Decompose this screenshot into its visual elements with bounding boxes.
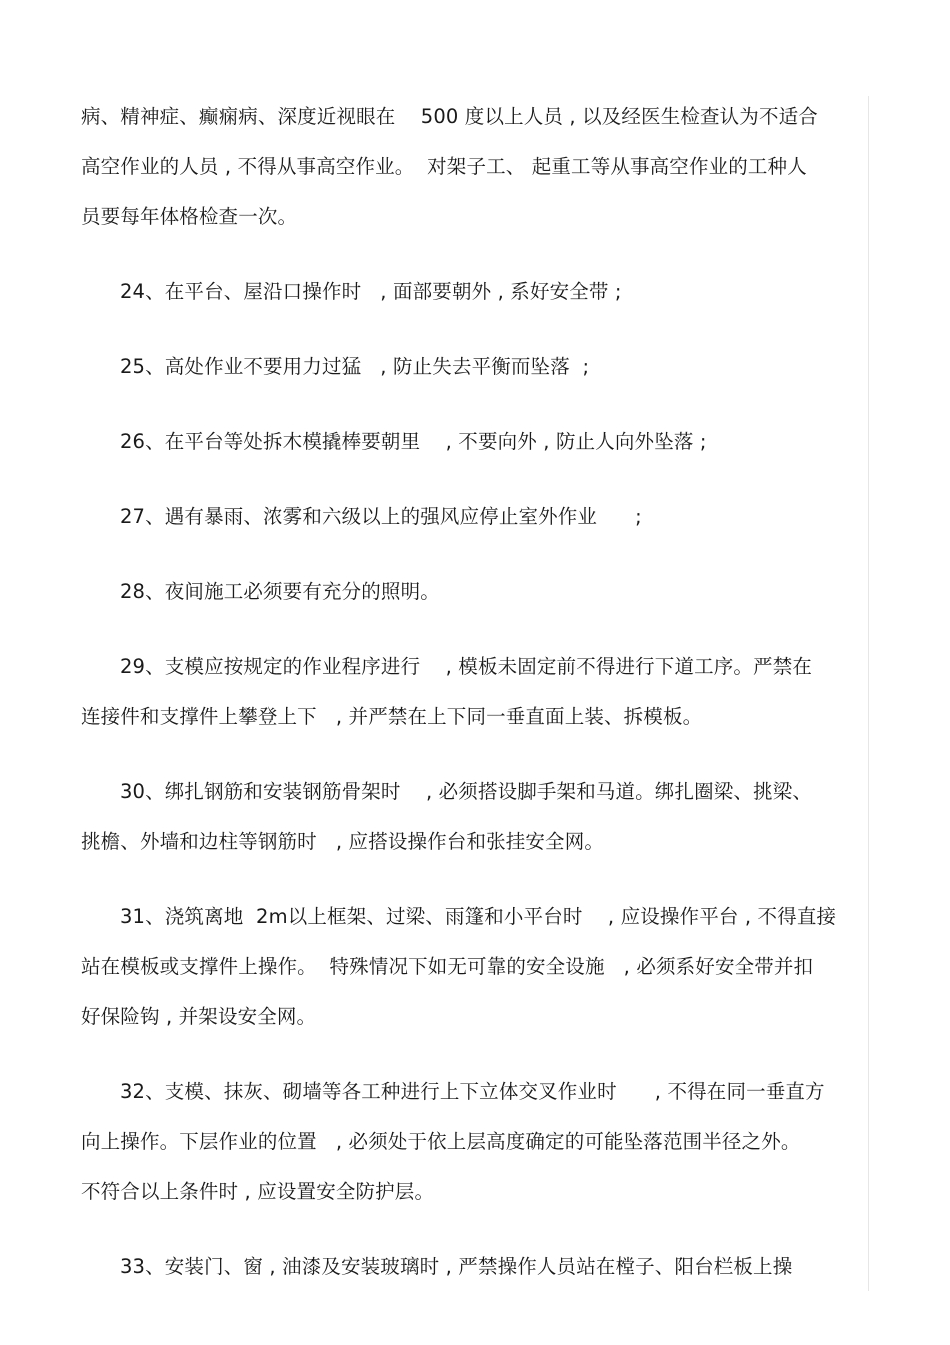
text-line: 员要每年体格检查一次。: [81, 205, 298, 228]
text-line: 不符合以上条件时 , 应设置安全防护层。: [81, 1180, 435, 1203]
text-line: 高空作业的人员 , 不得从事高空作业。 对架子工、 起重工等从事高空作业的工种人: [81, 155, 807, 178]
text-line: 33、安装门、窗 , 油漆及安装玻璃时 , 严禁操作人员站在樘子、阳台栏板上操: [120, 1255, 793, 1278]
text-line: 站在模板或支撑件上操作。 特殊情况下如无可靠的安全设施 , 必须系好安全带并扣: [81, 955, 814, 978]
text-line: 25、高处作业不要用力过猛 , 防止失去平衡而坠落 ;: [120, 355, 590, 378]
text-line: 向上操作。下层作业的位置 , 必须处于依上层高度确定的可能坠落范围半径之外。: [81, 1130, 801, 1153]
text-line: 28、夜间施工必须要有充分的照明。: [120, 580, 440, 603]
text-line: 连接件和支撑件上攀登上下 , 并严禁在上下同一垂直面上装、拆模板。: [81, 705, 703, 728]
text-line: 好保险钩 , 并架设安全网。: [81, 1005, 317, 1028]
text-line: 30、绑扎钢筋和安装钢筋骨架时 , 必须搭设脚手架和马道。绑扎圈梁、挑梁、: [120, 780, 813, 803]
text-line: 26、在平台等处拆木模撬棒要朝里 , 不要向外 , 防止人向外坠落 ;: [120, 430, 707, 453]
text-line: 24、在平台、屋沿口操作时 , 面部要朝外 , 系好安全带 ;: [120, 280, 622, 303]
text-line: 29、支模应按规定的作业程序进行 , 模板未固定前不得进行下道工序。严禁在: [120, 655, 813, 678]
text-line: 挑檐、外墙和边柱等钢筋时 , 应搭设操作台和张挂安全网。: [81, 830, 604, 853]
text-line: 27、遇有暴雨、浓雾和六级以上的强风应停止室外作业 ;: [120, 505, 642, 528]
text-line: 31、浇筑离地 2m以上框架、过梁、雨篷和小平台时 , 应设操作平台 , 不得直接: [120, 905, 837, 928]
text-line: 32、支模、抹灰、砌墙等各工种进行上下立体交叉作业时 , 不得在同一垂直方: [120, 1080, 825, 1103]
text-line: 病、精神症、癫痫病、深度近视眼在 500 度以上人员 , 以及经医生检查认为不适合: [81, 105, 818, 128]
page-edge: [868, 96, 869, 1291]
